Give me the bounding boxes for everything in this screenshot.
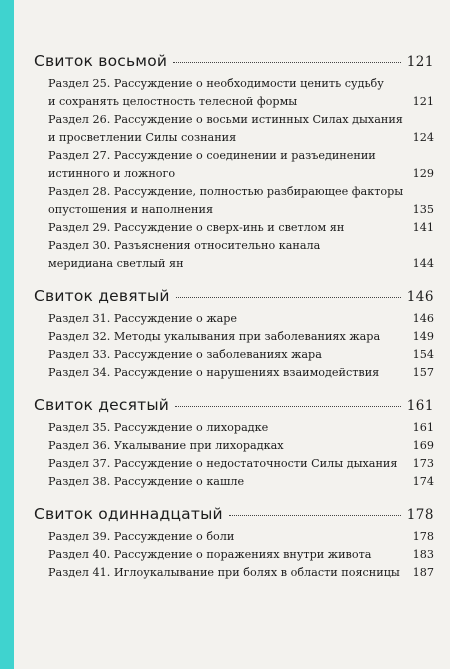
- dot-leader: [229, 515, 401, 516]
- section-page-number: 124: [412, 131, 434, 144]
- section-page-number: 146: [412, 312, 434, 325]
- section-entry[interactable]: [34, 183, 434, 219]
- section-page-number: 121: [412, 95, 434, 108]
- section-title-line: Раздел 27. Рассуждение о соединении и разъединении: [48, 149, 376, 162]
- section-entry[interactable]: [34, 364, 434, 382]
- section-title-line: Раздел 34. Рассуждение о нарушениях взаимодействия: [48, 366, 380, 379]
- section-title: [48, 183, 404, 219]
- table-of-contents: [34, 52, 434, 582]
- section-page-number: 187: [412, 566, 434, 579]
- chapter-heading[interactable]: [34, 396, 434, 415]
- section-title: [48, 437, 404, 455]
- section-title: [48, 546, 404, 564]
- section-title-line: Раздел 36. Укалывание при лихорадках: [48, 439, 284, 452]
- section-title: [48, 528, 404, 546]
- section-page-number: 157: [412, 366, 434, 379]
- section-page-number: 154: [412, 348, 434, 361]
- section-title-line: Раздел 31. Рассуждение о жаре: [48, 312, 238, 325]
- section-entry[interactable]: [34, 147, 434, 183]
- section-title: [48, 237, 404, 273]
- section-title-line: и сохранять целостность телесной формы: [48, 95, 298, 108]
- section-page-number: 178: [412, 530, 434, 543]
- section-title: [48, 111, 404, 147]
- section-entry[interactable]: [34, 75, 434, 111]
- section-title: [48, 364, 404, 382]
- section-title-line: меридиана светлый ян: [48, 257, 184, 270]
- chapter-title: Свиток девятый: [34, 287, 170, 305]
- chapter-heading[interactable]: [34, 505, 434, 524]
- chapter-page-number: 121: [406, 54, 434, 70]
- section-title: [48, 564, 404, 582]
- chapter-title: Свиток восьмой: [34, 52, 168, 70]
- section-entry[interactable]: [34, 219, 434, 237]
- section-entry[interactable]: [34, 564, 434, 582]
- section-entry[interactable]: [34, 111, 434, 147]
- section-title-line: Раздел 35. Рассуждение о лихорадке: [48, 421, 269, 434]
- section-page-number: 161: [412, 421, 434, 434]
- section-page-number: 174: [412, 475, 434, 488]
- section-title-line: Раздел 29. Рассуждение о сверх-инь и светлом ян: [48, 221, 345, 234]
- chapter-title: Свиток одиннадцатый: [34, 505, 223, 523]
- dot-leader: [176, 297, 401, 298]
- section-title: [48, 147, 404, 183]
- section-entry[interactable]: [34, 473, 434, 491]
- section-title: [48, 473, 404, 491]
- section-title-line: и просветлении Силы сознания: [48, 131, 237, 144]
- section-page-number: 173: [412, 457, 434, 470]
- section-entry[interactable]: [34, 455, 434, 473]
- teal-edge-strip: [0, 0, 14, 669]
- section-title: [48, 455, 404, 473]
- section-entry[interactable]: [34, 528, 434, 546]
- section-page-number: 149: [412, 330, 434, 343]
- section-title-line: Раздел 25. Рассуждение о необходимости ценить судьбу: [48, 77, 384, 90]
- section-entry[interactable]: [34, 419, 434, 437]
- section-title: [48, 75, 404, 111]
- section-title-line: Раздел 33. Рассуждение о заболеваниях жара: [48, 348, 322, 361]
- section-title-line: Раздел 37. Рассуждение о недостаточности Силы дыхания: [48, 457, 398, 470]
- section-title-line: Раздел 30. Разъяснения относительно канала: [48, 239, 321, 252]
- dot-leader: [173, 62, 401, 63]
- section-title: [48, 419, 404, 437]
- section-title: [48, 346, 404, 364]
- section-title-line: Раздел 28. Рассуждение, полностью разбирающее факторы: [48, 185, 404, 198]
- section-title-line: Раздел 41. Иглоукалывание при болях в области поясницы: [48, 566, 400, 579]
- section-title-line: истинного и ложного: [48, 167, 176, 180]
- section-title-line: Раздел 38. Рассуждение о кашле: [48, 475, 245, 488]
- section-entry[interactable]: [34, 346, 434, 364]
- section-entry[interactable]: [34, 310, 434, 328]
- section-entry[interactable]: [34, 328, 434, 346]
- chapter-heading[interactable]: [34, 52, 434, 71]
- section-page-number: 144: [412, 257, 434, 270]
- chapter-page-number: 146: [406, 289, 434, 305]
- section-entry[interactable]: [34, 546, 434, 564]
- section-page-number: 183: [412, 548, 434, 561]
- section-title-line: Раздел 32. Методы укалывания при заболеваниях жара: [48, 330, 381, 343]
- section-entry[interactable]: [34, 237, 434, 273]
- chapter-page-number: 178: [406, 507, 434, 523]
- section-title-line: Раздел 40. Рассуждение о поражениях внутри живота: [48, 548, 372, 561]
- section-title-line: Раздел 39. Рассуждение о боли: [48, 530, 235, 543]
- section-page-number: 129: [412, 167, 434, 180]
- section-title-line: Раздел 26. Рассуждение о восьми истинных Силах дыхания: [48, 113, 403, 126]
- dot-leader: [175, 406, 401, 407]
- chapter-heading[interactable]: [34, 287, 434, 306]
- section-title: [48, 310, 404, 328]
- section-title: [48, 328, 404, 346]
- section-page-number: 141: [412, 221, 434, 234]
- section-title: [48, 219, 404, 237]
- chapter-page-number: 161: [406, 398, 434, 414]
- section-entry[interactable]: [34, 437, 434, 455]
- section-title-line: опустошения и наполнения: [48, 203, 213, 216]
- section-page-number: 135: [412, 203, 434, 216]
- chapter-title: Свиток десятый: [34, 396, 170, 414]
- section-page-number: 169: [412, 439, 434, 452]
